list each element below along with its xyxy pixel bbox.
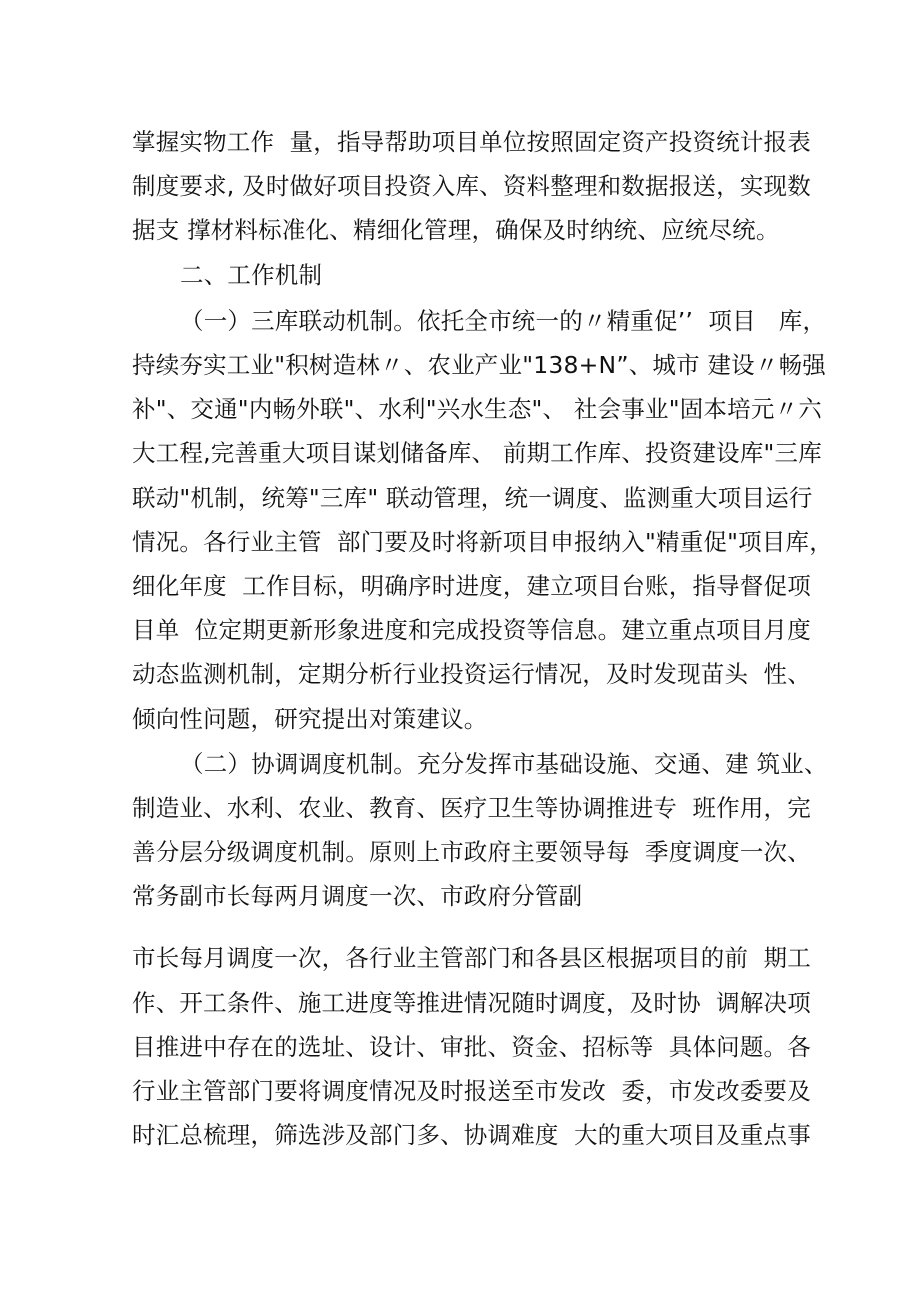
paragraph-line: 细化年度 工作目标，明确序时进度，建立项目台账，指导督促项: [132, 572, 811, 600]
paragraph-line: 市长每月调度一次，各行业主管部门和各县区根据项目的前 期工: [132, 944, 811, 972]
paragraph-line: 制度要求, 及时做好项目投资入库、资料整理和数据报送，实现数: [132, 172, 811, 200]
paragraph-line: 持续夯实工业"积树造林〃、农业产业"138+N”、城市 建设〃畅强: [132, 351, 826, 379]
paragraph-line: 联动"机制，统筹"三库" 联动管理，统一调度、监测重大项目运行: [132, 484, 813, 512]
paragraph-line: 目推进中存在的选址、设计、审批、资金、招标等 具体问题。各: [132, 1033, 811, 1061]
paragraph-line: 倾向性问题，研究提出对策建议。: [132, 705, 488, 733]
paragraph-line: （二）协调调度机制。充分发挥市基础设施、交通、建 筑业、: [180, 750, 828, 778]
paragraph-line: 补"、交通"内畅外联"、水利"兴水生态"、 社会事业"固本培元〃六: [132, 395, 822, 423]
paragraph-line: 制造业、水利、农业、教育、医疗卫生等协调推进专 班作用，完: [132, 794, 811, 822]
section-heading: 二、工作机制: [180, 261, 323, 289]
paragraph-line: 目单 位定期更新形象进度和完成投资等信息。建立重点项目月度: [132, 616, 811, 644]
paragraph-line: 善分层分级调度机制。原则上市政府主要领导每 季度调度一次、: [132, 838, 811, 866]
paragraph-line: 常务副市长每两月调度一次、市政府分管副: [132, 882, 583, 910]
paragraph-line: 动态监测机制，定期分析行业投资运行情况，及时发现苗头 性、: [132, 660, 811, 688]
paragraph-line: 作、开工条件、施工进度等推进情况随时调度，及时协 调解决项: [132, 989, 811, 1017]
paragraph-line: 据支 撑材料标准化、精细化管理，确保及时纳统、应统尽统。: [132, 216, 780, 244]
paragraph-line: 掌握实物工作 量，指导帮助项目单位按照固定资产投资统计报表: [132, 128, 811, 156]
paragraph-line: 时汇总梳理，筛选涉及部门多、协调难度 大的重大项目及重点事: [132, 1121, 811, 1149]
paragraph-line: 行业主管部门要将调度情况及时报送至市发改 委，市发改委要及: [132, 1077, 811, 1105]
paragraph-line: （一）三库联动机制。依托全市统一的〃精重促’’ 项目 库，: [180, 307, 827, 335]
paragraph-line: 大工程,完善重大项目谋划储备库、 前期工作库、投资建设库"三库: [132, 439, 822, 467]
paragraph-line: 情况。各行业主管 部门要及时将新项目申报纳入"精重促"项目库，: [132, 528, 833, 556]
